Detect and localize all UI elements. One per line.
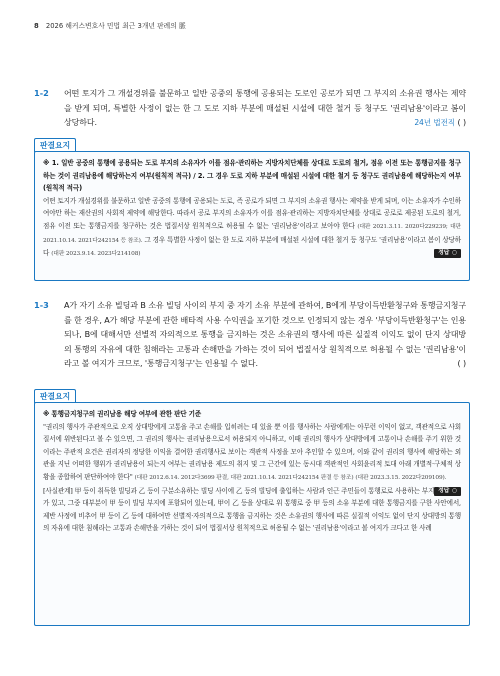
question-text xyxy=(64,87,466,131)
verdict-text xyxy=(43,408,461,535)
question-text xyxy=(64,299,466,372)
answer-blank: ( ) xyxy=(457,359,466,369)
question-number: 1-2 xyxy=(34,88,49,98)
circle-icon: ○ xyxy=(452,487,457,494)
verdict-tab: 판결요지 xyxy=(34,389,76,403)
verdict-text xyxy=(43,157,461,261)
question-body: A가 자기 소유 빌딩과 B 소유 빌딩 사이의 부지 중 자기 소유 부분에 관하여, B에게 부당이득반환청구와 통행금지청구를 한 경우, A가 해당 부분에 관한 배타적 사용 수익권을 포기한 것으로 인정되지 않는 경우 '부당이득반환청구'는 인용되나, B에 대해서만 선별적 자의적으로 통행을 금지하는 것은 소유권의 행사에 따른 실질적 이익도 없이 단지 상대방의 통행의 자유에 대한 침해라는 고통과 손해만을 가하는 것이 되어 법질서상 원칙적으로 허용될 수 없는 '권리남용'이라고 볼 여지가 크므로, '통행금지청구'는 인용될 수 없다. xyxy=(64,301,466,369)
verdict-box-1-2 xyxy=(34,151,470,281)
verdict-detail: 어떤 토지가 개설경위를 불문하고 일반 공중의 통행에 공용되는 도로, 즉 공로가 되면 그 부지의 소유권 행사는 제약을 받게 되며, 이는 소유자가 수인하여야만 하는 재산권의 사회적 제약에 해당한다. 따라서 공로 부지의 소유자가 이를 점유·관리하는 지방자치단체를 상대로 공로로 제공된 도로의 철거, 점유 이전 또는 통행금지를 청구하는 것은 법질서상 원칙적으로 허용될 수 없는 '권리남용'이라고 보아야 한다 xyxy=(43,196,461,230)
question-source: 24년 법전직 xyxy=(414,118,456,128)
question-body: 어떤 토지가 그 개설경위를 불문하고 일반 공중의 통행에 공용되는 도로인 공로가 되면 그 부지의 소유권 행사는 제약을 받게 되며, 특별한 사정이 없는 한 그 도로 지하 부분에 매설된 시설에 대한 철거 등 청구도 '권리남용'이라고 봄이 상당하다. xyxy=(64,89,466,128)
question-number: 1-3 xyxy=(34,300,49,310)
page-header xyxy=(34,20,186,30)
verdict-citation: (대판 2012.6.14. 2012다3699 판결, 대판 2021.10.14. 2021다242154 판결 등 참조) xyxy=(134,474,354,481)
verdict-tail: (대판 2023.3.15. 2022다209109). xyxy=(355,474,447,481)
book-title: 2026 해커스변호사 민법 최근 3개년 판례의 脈 xyxy=(45,22,186,30)
verdict-tail: 그 경우 특별한 사정이 없는 한 도로 지하 부분에 매설된 시설에 대한 철거 등 청구도 '권리남용'이라고 봄이 상당하다 xyxy=(43,235,461,258)
verdict-tab: 판결요지 xyxy=(34,138,76,152)
verdict-citation: (대판 2023.9.14. 2023다214108) xyxy=(51,251,141,258)
circle-icon: ○ xyxy=(452,250,457,257)
verdict-headnote: ※ 1. 일반 공중의 통행에 공용되는 도로 부지의 소유자가 이를 점유·관리하는 지방자치단체를 상대로 도로의 철거, 점유 이전 또는 통행금지를 청구하는 것이 권리남용에 해당하는지 여부(원칙적 적극) / 2. 그 경우 도로 지하 부분에 매설된 시설에 대한 철거 등 청구도 권리남용에 해당하는지 여부(원칙적 적극) xyxy=(43,159,461,193)
page-number: 8 xyxy=(34,22,39,30)
verdict-headnote: ※ 통행금지청구의 권리남용 해당 여부에 관한 판단 기준 xyxy=(43,410,202,418)
verdict-detail: "권리의 행사가 주관적으로 오직 상대방에게 고통을 주고 손해를 입히려는 데 있을 뿐 이를 행사하는 사람에게는 아무런 이익이 없고, 객관적으로 사회질서에 위반된다고 볼 수 있으면, 그 권리의 행사는 권리남용으로서 허용되지 아니하고, 이때 권리의 행사가 상대방에게 고통이나 손해를 주기 위한 것이라는 주관적 요건은 권리자의 정당한 이익을 결여한 권리행사로 보이는 객관적 사정을 모아 추인할 수 있으며, 이와 같이 권리의 행사에 해당하는 외관을 지닌 어떠한 행위가 권리남용이 되는지 여부는 권리남용 제도의 취지 및 그 근간에 있는 동시대 객관적인 사회윤리적 토대 아래 개별적·구체적 상황을 종합하여 판단하여야 한다" xyxy=(43,422,461,481)
verdict-facts: [사실관계] 甲 등이 취득한 빌딩과 乙 등이 구분소유하는 빌딩 사이에 乙 등의 빌딩에 출입하는 사람과 인근 주민들이 통행로로 사용하는 부지가 있고, 그중 대부분이 甲 등이 빌딩 부지에 포함되어 있는데, 甲이 乙 등을 상대로 위 통행로 중 甲 등의 소유 부분에 대한 통행금지를 구한 사안에서, 제반 사정에 비추어 甲 등이 乙 등에 대하여만 선별적·자의적으로 통행을 금지하는 것은 소유권의 행사에 따른 실질적 이익도 없이 단지 상대방의 통행의 자유에 대한 침해라는 고통과 손해만을 가하는 것이 되어 법질서상 원칙적으로 허용될 수 없는 '권리남용'이라고 볼 여지가 크다고 한 사례 xyxy=(43,486,461,533)
verdict-citation: (대판 2021.3.11. 2020다229239; 대판 2021.10.14. 2021다242154 등 참조). xyxy=(43,223,461,244)
answer-badge: 정답 ○ xyxy=(434,249,461,258)
verdict-box-1-3 xyxy=(34,402,470,626)
answer-blank: ( ) xyxy=(457,118,466,128)
answer-badge: 정답 ○ xyxy=(434,487,461,496)
